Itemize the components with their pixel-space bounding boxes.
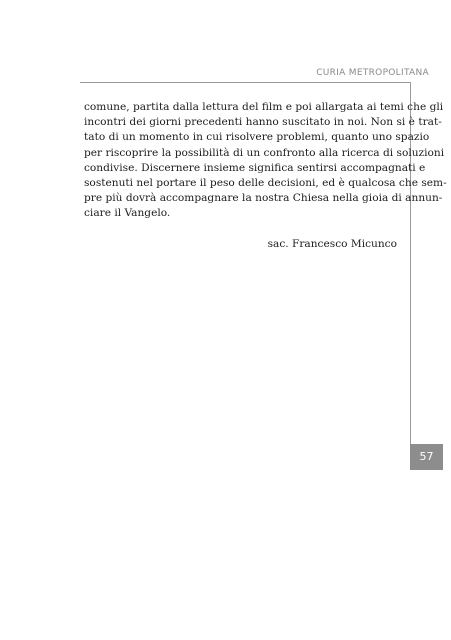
body-line: pre più dovrà accompagnare la nostra Chiesa nella gioia di annun- [84,192,443,205]
body-paragraph [84,100,447,222]
body-line: condivise. Discernere insieme significa sentirsi accompagnati e [84,161,426,174]
running-title: CURIA METROPOLITANA [316,68,429,78]
body-line: tato di un momento in cui risolvere problemi, quanto uno spazio [84,131,430,144]
body-line: incontri dei giorni precedenti hanno suscitato in noi. Non si è trat- [84,116,442,129]
body-line: sostenuti nel portare il peso delle decisioni, ed è qualcosa che sem- [84,177,447,190]
body-line: comune, partita dalla lettura del film e poi allargata ai temi che gli [84,101,444,113]
body-line: ciare il Vangelo. [84,207,171,220]
header-rule [80,82,411,83]
page-number: 57 [410,444,443,470]
signature: sac. Francesco Micunco [267,238,397,250]
body-line: per riscoprire la possibilità di un confronto alla ricerca di soluzioni [84,146,445,159]
